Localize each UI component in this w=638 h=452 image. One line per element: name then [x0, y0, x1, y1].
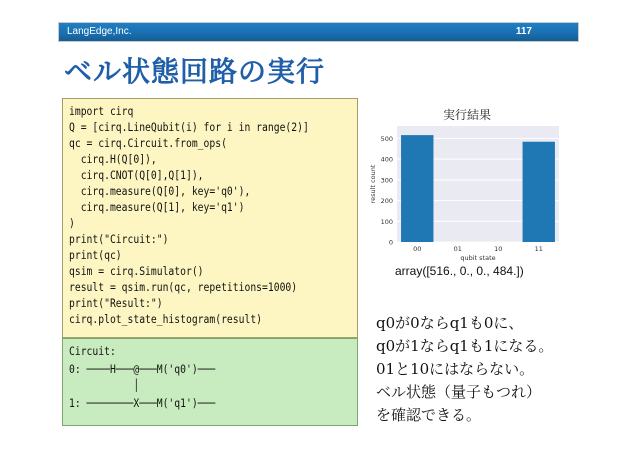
- state-histogram: [367, 120, 567, 280]
- code-line: print("Result:"): [69, 297, 163, 310]
- x-tick-label: 00: [413, 245, 422, 253]
- histogram-bar: [401, 135, 433, 242]
- code-line: print("Circuit:"): [69, 233, 169, 246]
- company-name: LangEdge,Inc.: [67, 26, 132, 37]
- code-line: print(qc): [69, 249, 122, 262]
- x-tick-label: 11: [534, 245, 543, 253]
- y-tick-label: 100: [380, 217, 393, 226]
- note-line: q0が1ならq1も1になる。: [376, 337, 554, 355]
- result-chart-panel: [367, 102, 567, 282]
- code-block: [62, 98, 358, 338]
- slide-title: ベル状態回路の実行: [64, 55, 326, 88]
- code-line: import cirq: [69, 105, 134, 118]
- note-line: を確認できる。: [376, 406, 482, 424]
- code-line: ): [69, 217, 75, 230]
- histogram-bar: [523, 142, 555, 242]
- page-number: 117: [515, 26, 532, 37]
- code-line: cirq.plot_state_histogram(result): [69, 313, 263, 326]
- y-tick-label: 400: [380, 155, 393, 164]
- x-tick-label: 01: [453, 245, 462, 253]
- x-axis-label: qubit state: [460, 254, 496, 262]
- note-line: 01と10にはならない。: [376, 360, 535, 378]
- code-line: cirq.measure(Q[1], key='q1'): [69, 201, 245, 214]
- result-array: array([516., 0., 0., 484.]): [395, 264, 524, 278]
- x-tick-label: 10: [494, 245, 503, 253]
- slide-header-bar: [58, 22, 579, 42]
- console-output: [62, 338, 358, 426]
- output-line: 1: ────────X───M('q1')───: [69, 397, 216, 410]
- note-line: q0が0ならq1も0に、: [376, 314, 524, 332]
- code-line: qsim = cirq.Simulator(): [69, 265, 204, 278]
- y-axis-label: result count: [369, 164, 377, 204]
- code-line: qc = cirq.Circuit.from_ops(: [69, 137, 227, 150]
- code-line: cirq.H(Q[0]),: [69, 153, 157, 166]
- y-tick-label: 300: [380, 176, 393, 185]
- y-tick-label: 200: [380, 197, 393, 206]
- y-tick-label: 0: [388, 238, 393, 247]
- header-stripe: [59, 23, 578, 41]
- code-line: Q = [cirq.LineQubit(i) for i in range(2)]: [69, 121, 309, 134]
- code-line: cirq.measure(Q[0], key='q0'),: [69, 185, 251, 198]
- output-line: │: [69, 379, 140, 392]
- chart-title: 実行結果: [442, 108, 491, 122]
- code-line: cirq.CNOT(Q[0],Q[1]),: [69, 169, 204, 182]
- output-line: 0: ────H───@───M('q0')───: [69, 363, 216, 376]
- output-line: Circuit:: [69, 345, 116, 358]
- note-line: ベル状態（量子もつれ）: [376, 383, 542, 401]
- code-line: result = qsim.run(qc, repetitions=1000): [69, 281, 298, 294]
- y-tick-label: 500: [380, 134, 393, 143]
